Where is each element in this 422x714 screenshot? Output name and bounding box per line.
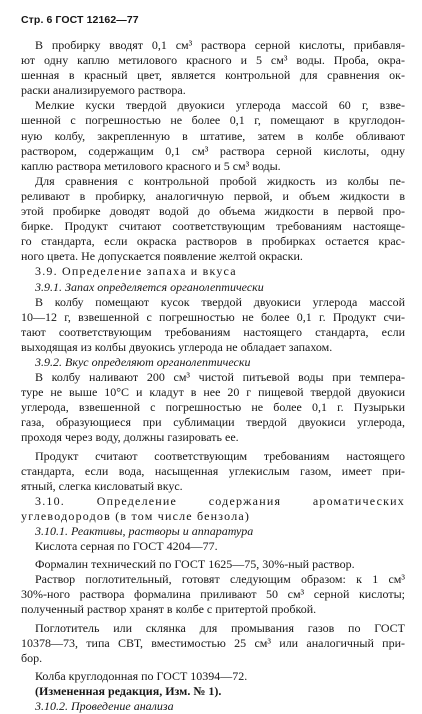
text-line: 3.9.2. Вкус определяют органолептически <box>35 354 251 369</box>
text-line: Раствор поглотительный, готовят следующим образом: к 1 см³ <box>35 572 405 587</box>
text-line: Мелкие куски твердой двуокиси углерода массой 60 г, взве- <box>35 98 405 113</box>
text-line: проходя через воду, должны газировать ее. <box>21 430 239 445</box>
text-line: выходящая из колбы двуокись углерода не обладает запахом. <box>21 339 333 354</box>
text-line: ную колбу, закрепленную в штативе, затем в колбе обливают <box>21 128 405 143</box>
text-line: реливают в пробирку, аналогичную первой, и объем жидкости в <box>21 188 405 203</box>
text-line: го стандарта, если окраска растворов в пробирках остается крас- <box>21 234 405 249</box>
text-line: ятный, слегка кисловатый вкус. <box>21 478 183 493</box>
text-line: В пробирку вводят 0,1 см³ раствора серной кислоты, прибавля- <box>35 38 405 52</box>
text-line: (Измененная редакция, Изм. № 1). <box>35 683 222 698</box>
text-line: углеводородов (в том числе бензола) <box>21 508 251 523</box>
text-line: 10378—73, типа СВТ, вместимостью 25 см³ или аналогичный при- <box>21 635 405 650</box>
text-line: 3.10.1. Реактивы, растворы и аппаратура <box>35 524 254 538</box>
text-line: ют одну каплю метилового красного и 5 см³ воды. Проба, окра- <box>21 53 405 68</box>
text-line: полученный раствор хранят в колбе с притертой пробкой. <box>21 602 317 617</box>
text-line: 3.10. Определение содержания ароматических <box>35 493 405 508</box>
text-line: ного цвета. Не допускается появление желтой окраски. <box>21 249 303 264</box>
text-line: Колба круглодонная по ГОСТ 10394—72. <box>35 668 248 683</box>
text-line: стандарта, если вода, насыщенная углекислым газом, имеет при- <box>21 463 405 478</box>
document-body <box>21 38 405 714</box>
text-line: бор. <box>21 650 43 665</box>
text-line: раски анализируемого раствора. <box>21 83 186 98</box>
text-line: шенная в красный цвет, является контрольной для сравнения ок- <box>21 68 405 83</box>
text-line: этой пробирке доводят водой до объема жидкости в первой про- <box>21 204 405 219</box>
text-line: Кислота серная по ГОСТ 4204—77. <box>35 539 218 554</box>
text-line: 3.9.1. Запах определяется органолептически <box>35 279 264 294</box>
text-line: газа, образующиеся при сублимации твердой двуокиси углерода, <box>21 415 405 430</box>
text-line: тают соответствующим требованиям настоящего стандарта, если <box>21 324 405 339</box>
text-line: 3.10.2. Проведение анализа <box>35 699 174 714</box>
text-line: бирке. Продукт считают соответствующим требованиям настояще- <box>21 219 405 234</box>
text-line: В колбу наливают 200 см³ чистой питьевой воды при темпера- <box>35 370 405 385</box>
text-line: Поглотитель или склянка для промывания газов по ГОСТ <box>35 620 405 635</box>
text-line: раствором, содержащим 0,1 см³ раствора серной кислоты, одну <box>21 143 405 158</box>
text-line: Для сравнения с контрольной пробой жидкость из колбы пе- <box>35 173 405 188</box>
text-line: Формалин технический по ГОСТ 1625—75, 30%-ный раствор. <box>35 557 355 572</box>
text-line: 10—12 г, взвешенной с погрешностью не более 0,1 г. Продукт счи- <box>21 309 405 324</box>
text-line: В колбу помещают кусок твердой двуокиси углерода массой <box>35 294 405 309</box>
page-header: Стр. 6 ГОСТ 12162—77 <box>21 14 139 26</box>
text-line: 3.9. Определение запаха и вкуса <box>35 264 237 279</box>
text-line: туре не выше 10°С и кладут в нее 20 г пищевой твердой двуокиси <box>21 385 405 400</box>
text-line: углерода, взвешенной с погрешностью не более 0,1 г. Пузырьки <box>21 400 405 415</box>
text-line: шенной с погрешностью не более 0,1 г, помещают в круглодон- <box>21 113 405 128</box>
text-line: Продукт считают соответствующим требованиям настоящего <box>35 448 405 463</box>
text-line: 30%-ного раствора формалина приливают 50 см³ серной кислоты; <box>21 587 405 602</box>
text-line: каплю раствора метилового красного и 5 см³ воды. <box>21 158 281 173</box>
